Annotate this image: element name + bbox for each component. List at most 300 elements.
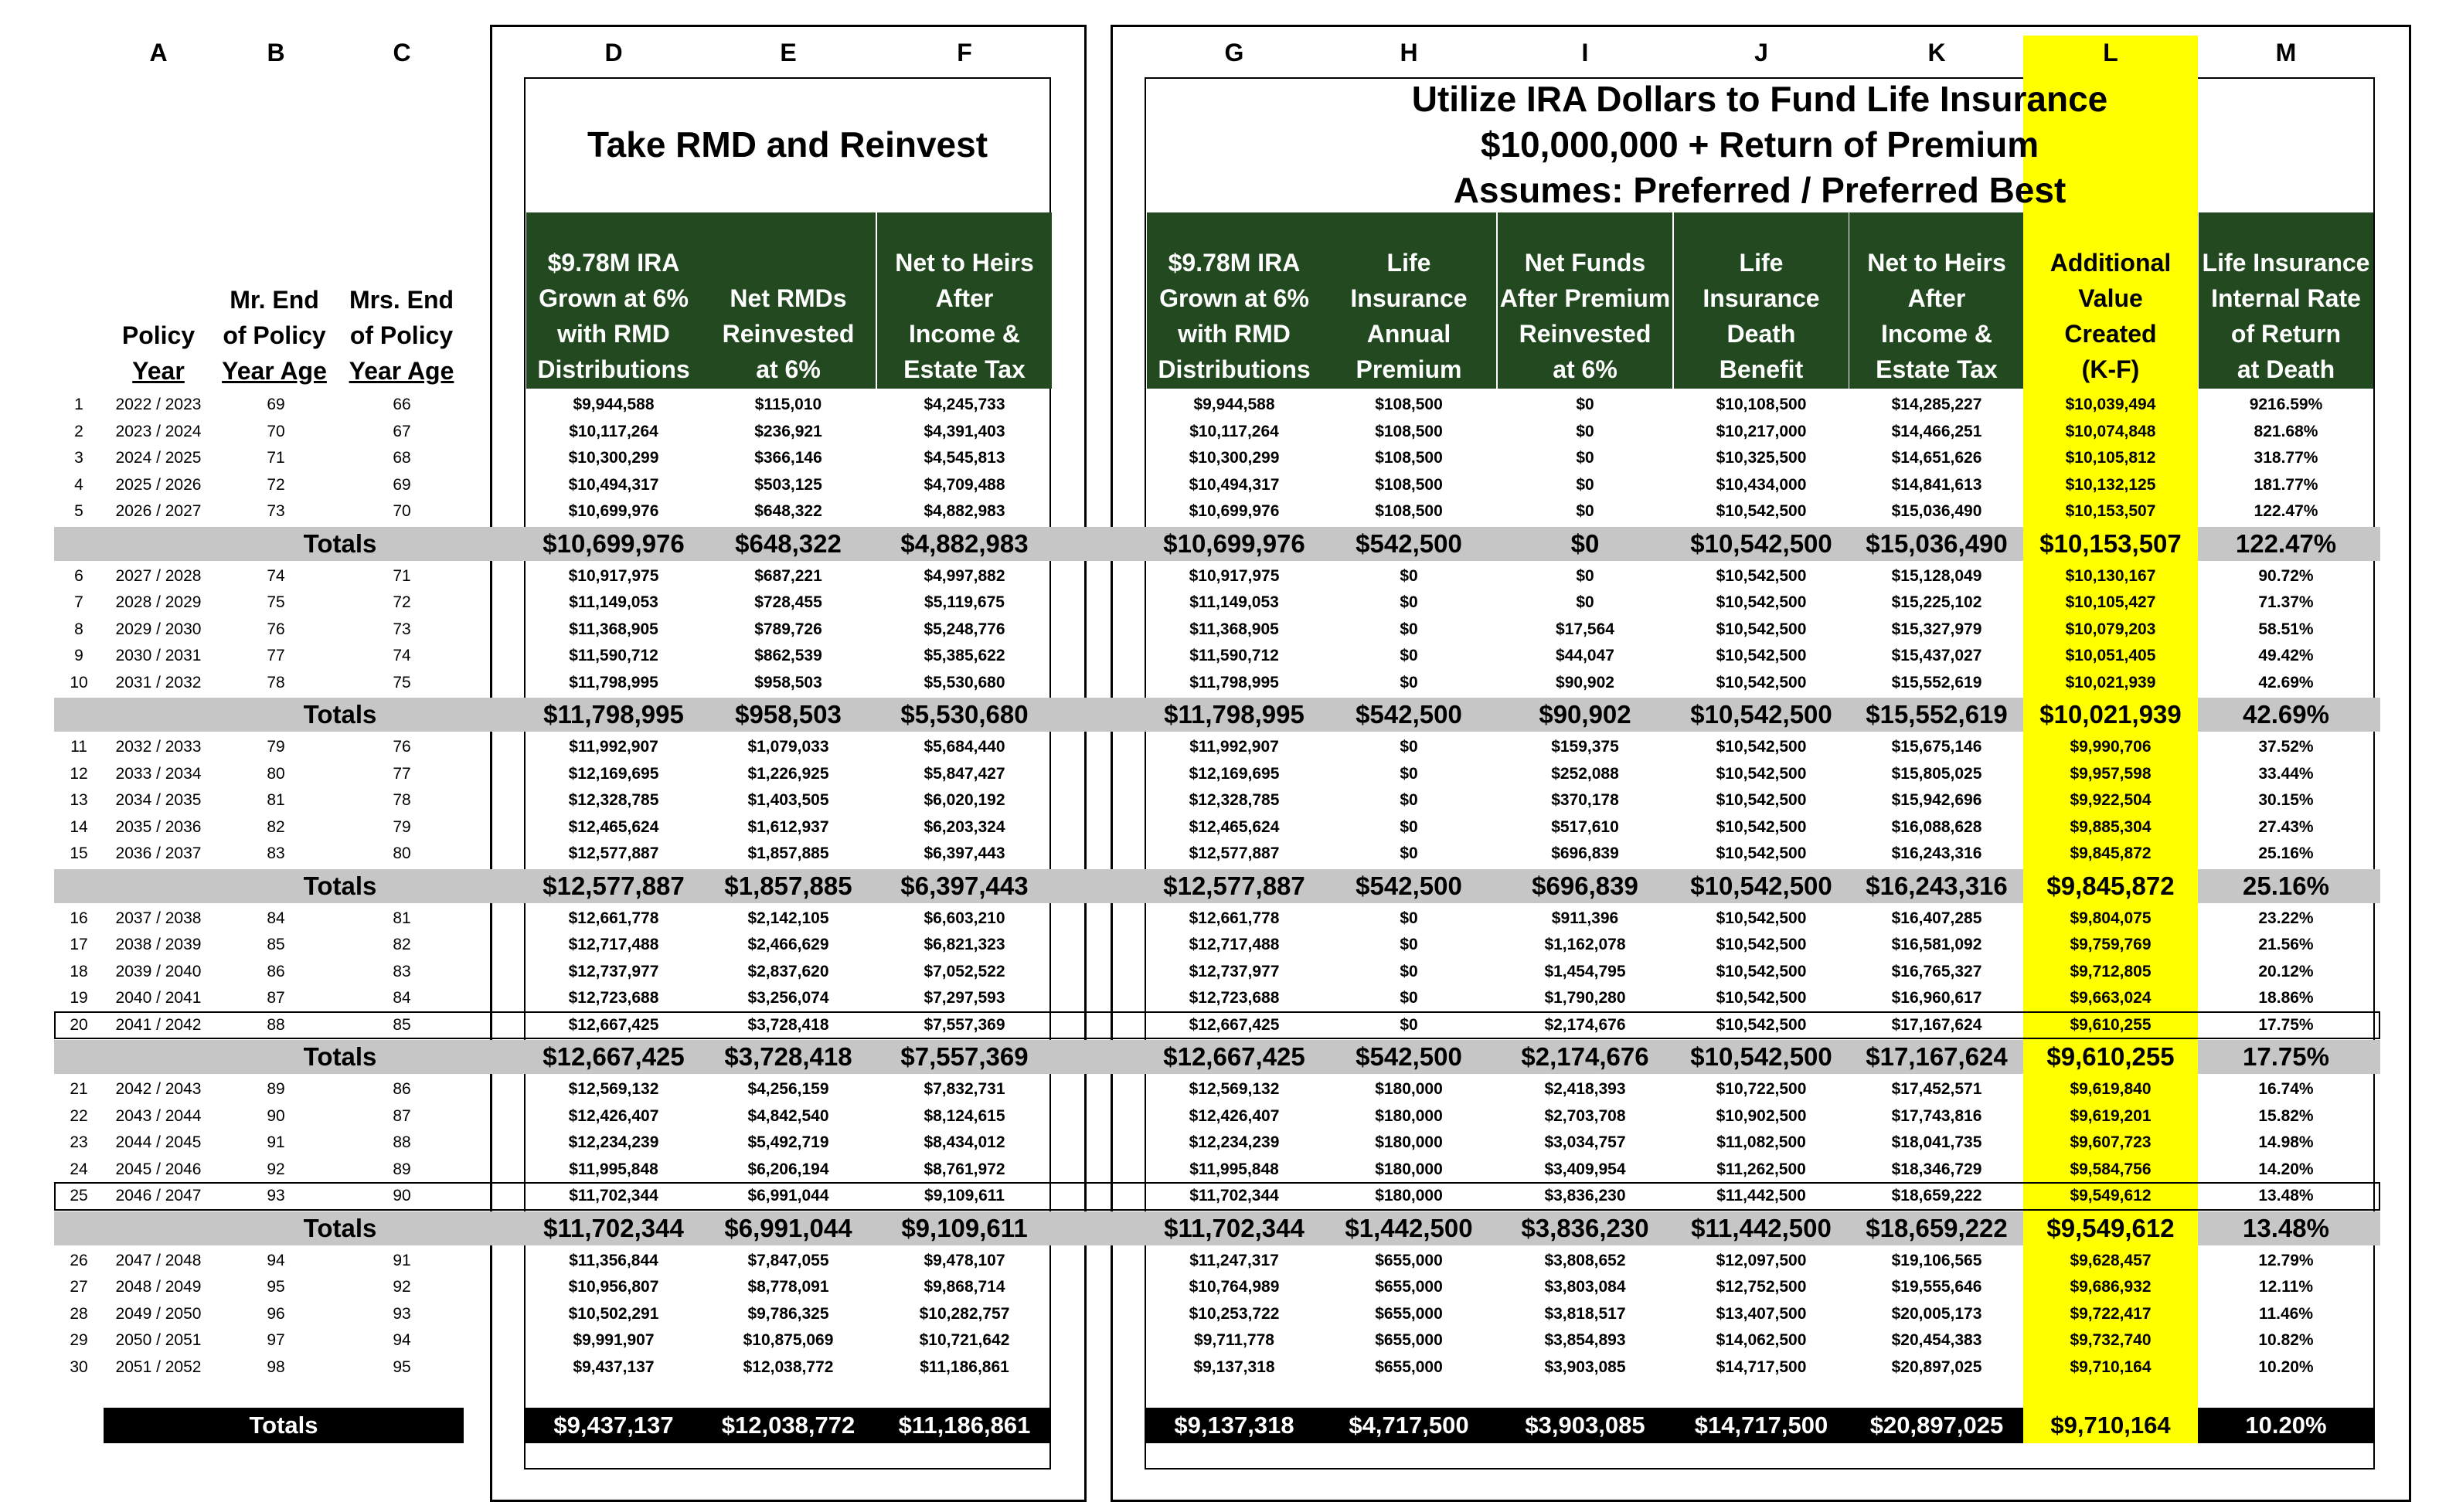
value-cell: $12,097,500 (1716, 1251, 1807, 1269)
panel1-title: Take RMD and Reinvest (587, 124, 988, 165)
value-cell: $9,478,107 (924, 1251, 1005, 1269)
value-cell: $10,542,500 (1716, 566, 1807, 585)
totals-value: $1,442,500 (1345, 1213, 1473, 1242)
value-cell: $3,903,085 (1544, 1357, 1626, 1376)
value-cell: $10,542,500 (1716, 909, 1807, 927)
value-cell: $5,492,719 (747, 1133, 829, 1151)
mrs-age: 71 (393, 566, 411, 585)
value-cell: $11,442,500 (1716, 1187, 1806, 1205)
policy-year: 2051 / 2052 (115, 1357, 202, 1376)
value-cell: $10,105,812 (2065, 449, 2156, 467)
policy-year: 2045 / 2046 (115, 1160, 202, 1178)
table-row (0, 419, 2456, 445)
mrs-age: 82 (393, 936, 411, 953)
value-cell: $2,174,676 (1544, 1015, 1626, 1034)
value-cell: $9,786,325 (747, 1304, 829, 1323)
value-cell: 12.79% (2258, 1251, 2314, 1269)
value-cell: $4,842,540 (747, 1106, 829, 1125)
panel1-header-f: Net to Heirs After Income & Estate Tax (877, 212, 1052, 389)
mr-age: 84 (267, 909, 285, 927)
table-row (0, 1274, 2456, 1300)
value-cell: $3,854,893 (1544, 1331, 1626, 1349)
value-cell: $370,178 (1551, 791, 1619, 809)
value-cell: $4,245,733 (924, 396, 1005, 413)
mrs-age: 77 (393, 764, 411, 783)
policy-year: 2037 / 2038 (115, 909, 202, 927)
row-number: 24 (70, 1160, 88, 1178)
table-row (0, 1327, 2456, 1354)
totals-value: $10,699,976 (543, 528, 685, 558)
header-mr-age: Mr. End of Policy Year Age (222, 286, 327, 385)
value-cell: $20,005,173 (1891, 1304, 1982, 1323)
column-letter-b: B (267, 39, 285, 66)
value-cell: $9,990,706 (2070, 738, 2152, 756)
final-total-value: $11,186,861 (898, 1412, 1031, 1439)
value-cell: $180,000 (1375, 1133, 1443, 1151)
value-cell: $503,125 (754, 475, 822, 494)
value-cell: $9,957,598 (2070, 764, 2152, 783)
value-cell: $180,000 (1375, 1106, 1443, 1125)
table-row (0, 985, 2456, 1011)
value-cell: $655,000 (1375, 1331, 1443, 1349)
value-cell: $12,569,132 (1189, 1080, 1280, 1098)
mr-age: 88 (267, 1015, 285, 1034)
value-cell: $0 (1576, 593, 1594, 611)
value-cell: $15,805,025 (1891, 764, 1982, 783)
row-number: 23 (70, 1133, 88, 1151)
table-row (0, 734, 2456, 760)
value-cell: 181.77% (2254, 475, 2318, 494)
value-cell: $14,841,613 (1891, 475, 1982, 494)
mrs-age: 83 (393, 962, 411, 980)
value-cell: $15,675,146 (1891, 738, 1982, 756)
value-cell: $9,607,723 (2070, 1133, 2152, 1151)
value-cell: $10,875,069 (743, 1331, 834, 1349)
value-cell: $10,117,264 (569, 422, 658, 440)
mr-age: 71 (267, 449, 285, 467)
totals-value: $16,243,316 (1866, 871, 2008, 900)
value-cell: $10,108,500 (1716, 396, 1807, 413)
value-cell: $12,661,778 (568, 909, 659, 927)
value-cell: $20,454,383 (1891, 1331, 1982, 1349)
value-cell: $12,465,624 (568, 817, 659, 836)
value-cell: $115,010 (754, 396, 822, 413)
totals-value: $11,798,995 (1164, 700, 1305, 729)
value-cell: $0 (1576, 502, 1594, 520)
value-cell: $5,119,675 (924, 593, 1005, 611)
value-cell: $14,285,227 (1891, 396, 1982, 413)
value-cell: $2,466,629 (747, 936, 829, 953)
column-letter-a: A (149, 39, 168, 66)
value-cell: $655,000 (1375, 1357, 1443, 1376)
value-cell: $108,500 (1375, 422, 1443, 440)
value-cell: 23.22% (2258, 909, 2314, 927)
value-cell: $1,403,505 (747, 791, 829, 809)
policy-year: 2030 / 2031 (115, 647, 202, 664)
value-cell: $12,723,688 (1189, 989, 1280, 1007)
totals-value: $1,857,885 (724, 871, 852, 900)
mr-age: 70 (267, 422, 285, 440)
policy-year: 2041 / 2042 (115, 1015, 202, 1034)
policy-year: 2028 / 2029 (115, 593, 202, 611)
value-cell: $1,612,937 (747, 817, 829, 836)
value-cell: $5,530,680 (924, 673, 1005, 691)
value-cell: $6,603,210 (924, 909, 1005, 927)
value-cell: 30.15% (2258, 791, 2314, 809)
value-cell: $3,803,084 (1544, 1278, 1626, 1296)
totals-value: $11,798,995 (543, 700, 684, 729)
mrs-age: 95 (393, 1357, 411, 1376)
value-cell: $9,109,611 (924, 1187, 1005, 1205)
mr-age: 83 (267, 844, 285, 862)
value-cell: $9,712,805 (2070, 962, 2152, 980)
mrs-age: 76 (393, 738, 411, 756)
row-number: 12 (70, 764, 88, 783)
column-letter-i: I (1581, 39, 1589, 66)
value-cell: 122.47% (2254, 502, 2318, 520)
column-letter-l: L (2103, 39, 2118, 66)
value-cell: $10,542,500 (1716, 936, 1807, 953)
table-row (0, 1130, 2456, 1156)
final-total-value: $9,137,318 (1174, 1412, 1294, 1439)
value-cell: $0 (1400, 593, 1418, 611)
value-cell: $10,542,500 (1716, 962, 1807, 980)
value-cell: $11,590,712 (1189, 647, 1279, 664)
panel2-title-line-3: Assumes: Preferred / Preferred Best (1453, 170, 2067, 210)
value-cell: $5,248,776 (924, 620, 1005, 638)
value-cell: $10,434,000 (1716, 475, 1807, 494)
value-cell: $366,146 (754, 449, 822, 467)
table-row (0, 1248, 2456, 1274)
value-cell: 821.68% (2254, 422, 2318, 440)
value-cell: $2,142,105 (747, 909, 829, 927)
policy-year: 2022 / 2023 (115, 396, 202, 413)
value-cell: $11,149,053 (1189, 593, 1279, 611)
totals-value: $18,659,222 (1866, 1213, 2008, 1242)
value-cell: $16,765,327 (1891, 962, 1982, 980)
column-letter-f: F (957, 39, 972, 66)
value-cell: $11,149,053 (569, 593, 658, 611)
value-cell: $4,709,488 (924, 475, 1005, 494)
value-cell: $12,752,500 (1716, 1278, 1807, 1296)
value-cell: $14,062,500 (1716, 1331, 1807, 1349)
value-cell: $10,542,500 (1716, 791, 1807, 809)
policy-year: 2047 / 2048 (115, 1251, 202, 1269)
value-cell: $5,385,622 (924, 647, 1005, 664)
totals-value: $542,500 (1356, 871, 1462, 900)
value-cell: 37.52% (2258, 738, 2314, 756)
value-cell: $10,021,939 (2065, 673, 2156, 691)
mr-age: 89 (267, 1080, 285, 1098)
panel2-header-h: Life Insurance Annual Premium (1322, 212, 1496, 389)
value-cell: $696,839 (1551, 844, 1619, 862)
value-cell: $10,956,807 (568, 1278, 659, 1296)
value-cell: $655,000 (1375, 1304, 1443, 1323)
value-cell: $8,761,972 (924, 1160, 1005, 1178)
mr-age: 94 (267, 1251, 285, 1269)
value-cell: $4,997,882 (924, 566, 1005, 585)
value-cell: $7,052,522 (924, 962, 1005, 980)
value-cell: $3,818,517 (1544, 1304, 1626, 1323)
totals-value: $15,552,619 (1866, 700, 2008, 729)
value-cell: $9,711,778 (1194, 1331, 1274, 1349)
totals-value: $9,109,611 (901, 1213, 1028, 1242)
table-row (0, 814, 2456, 841)
totals-value: $9,549,612 (2046, 1213, 2175, 1242)
totals-label: Totals (303, 1213, 377, 1242)
totals-value: $542,500 (1356, 1042, 1462, 1071)
value-cell: $15,327,979 (1891, 620, 1982, 638)
row-number: 15 (70, 844, 88, 862)
totals-value: $9,610,255 (2046, 1042, 2175, 1071)
value-cell: $3,728,418 (747, 1015, 829, 1034)
mr-age: 80 (267, 764, 285, 783)
mrs-age: 93 (393, 1304, 411, 1323)
value-cell: $9,944,588 (1193, 396, 1275, 413)
value-cell: $10,542,500 (1716, 502, 1807, 520)
totals-value: $11,442,500 (1691, 1213, 1832, 1242)
policy-year: 2048 / 2049 (115, 1278, 202, 1296)
final-total-value: $20,897,025 (1869, 1412, 2004, 1439)
value-cell: $0 (1400, 989, 1418, 1007)
value-cell: $6,991,044 (747, 1187, 829, 1205)
value-cell: $0 (1400, 620, 1418, 638)
row-outline (54, 1011, 2380, 1040)
panel2-header-j: Life Insurance Death Benefit (1674, 212, 1849, 389)
value-cell: $9,437,137 (573, 1357, 655, 1376)
value-cell: $12,234,239 (1189, 1133, 1280, 1151)
policy-year: 2034 / 2035 (115, 791, 202, 809)
row-number: 20 (70, 1015, 88, 1034)
value-cell: $11,992,907 (1189, 738, 1279, 756)
totals-value: 17.75% (2243, 1042, 2329, 1071)
row-number: 9 (74, 647, 83, 664)
value-cell: 12.11% (2258, 1278, 2314, 1296)
final-total-value: $12,038,772 (721, 1412, 856, 1439)
value-cell: $3,836,230 (1544, 1187, 1626, 1205)
totals-value: $12,667,425 (1163, 1042, 1305, 1071)
value-cell: $10,699,976 (568, 502, 659, 520)
value-cell: $19,106,565 (1891, 1251, 1982, 1269)
value-cell: 49.42% (2258, 647, 2314, 664)
value-cell: $2,703,708 (1544, 1106, 1626, 1125)
value-cell: $10,917,975 (568, 566, 659, 585)
policy-year: 2027 / 2028 (115, 566, 202, 585)
value-cell: $17,452,571 (1891, 1080, 1982, 1098)
value-cell: 17.75% (2258, 1015, 2314, 1034)
policy-year: 2025 / 2026 (115, 475, 202, 494)
row-number: 8 (74, 620, 83, 638)
mrs-age: 88 (393, 1133, 411, 1151)
table-row (0, 643, 2456, 669)
column-letter-e: E (780, 39, 797, 66)
value-cell: $9,991,907 (573, 1331, 655, 1349)
value-cell: $9,619,840 (2070, 1080, 2152, 1098)
value-cell: $9,137,318 (1193, 1357, 1275, 1376)
final-total-value: 10.20% (2245, 1412, 2327, 1439)
value-cell: $10,132,125 (2065, 475, 2156, 494)
value-cell: $16,088,628 (1891, 817, 1982, 836)
totals-value: $9,845,872 (2046, 871, 2175, 900)
policy-year: 2036 / 2037 (115, 844, 202, 862)
value-cell: $11,247,317 (1189, 1251, 1279, 1269)
mr-age: 79 (267, 738, 285, 756)
table-row (0, 617, 2456, 643)
table-row (0, 959, 2456, 985)
policy-year: 2046 / 2047 (115, 1187, 202, 1205)
value-cell: $1,162,078 (1544, 936, 1626, 953)
column-letter-d: D (604, 39, 623, 66)
totals-value: $15,036,490 (1866, 528, 2008, 558)
value-cell: 318.77% (2254, 449, 2318, 467)
value-cell: $6,206,194 (747, 1160, 829, 1178)
value-cell: $6,020,192 (924, 791, 1005, 809)
value-cell: 14.20% (2258, 1160, 2314, 1178)
value-cell: $10,902,500 (1716, 1106, 1807, 1125)
value-cell: 71.37% (2258, 593, 2314, 611)
mr-age: 96 (267, 1304, 285, 1323)
final-total-value: $4,717,500 (1349, 1412, 1469, 1439)
value-cell: $14,466,251 (1891, 422, 1982, 440)
value-cell: $9,732,740 (2070, 1331, 2152, 1349)
table-row (0, 761, 2456, 787)
value-cell: $90,902 (1556, 673, 1614, 691)
value-cell: $11,702,344 (569, 1187, 658, 1205)
row-number: 2 (74, 422, 83, 440)
table-row (0, 445, 2456, 471)
policy-year: 2029 / 2030 (115, 620, 202, 638)
value-cell: $6,203,324 (924, 817, 1005, 836)
mr-age: 97 (267, 1331, 285, 1349)
mrs-age: 72 (393, 593, 411, 611)
value-cell: $10,721,642 (919, 1331, 1010, 1349)
value-cell: $10,153,507 (2065, 502, 2156, 520)
row-number: 5 (74, 502, 83, 520)
column-letter-h: H (1400, 39, 1418, 66)
column-letter-j: J (1754, 39, 1768, 66)
value-cell: $9,885,304 (2070, 817, 2152, 836)
table-row (0, 906, 2456, 932)
panel1-header-e: Net RMDs Reinvested at 6% (701, 212, 876, 389)
value-cell: 16.74% (2258, 1080, 2314, 1098)
mrs-age: 69 (393, 475, 411, 494)
value-cell: $12,426,407 (1189, 1106, 1280, 1125)
value-cell: $0 (1400, 764, 1418, 783)
value-cell: $6,397,443 (924, 844, 1005, 862)
table-row (0, 1301, 2456, 1327)
policy-year: 2035 / 2036 (115, 817, 202, 836)
value-cell: $4,256,159 (747, 1080, 829, 1098)
value-cell: 21.56% (2258, 936, 2314, 953)
value-cell: $12,737,977 (1189, 962, 1280, 980)
value-cell: 15.82% (2258, 1106, 2314, 1125)
value-cell: $12,717,488 (568, 936, 659, 953)
mrs-age: 85 (393, 1015, 411, 1034)
value-cell: $5,684,440 (924, 738, 1005, 756)
mr-age: 87 (267, 989, 285, 1007)
table-row (0, 670, 2456, 696)
mrs-age: 70 (393, 502, 411, 520)
mrs-age: 87 (393, 1106, 411, 1125)
value-cell: $10,542,500 (1716, 620, 1807, 638)
value-cell: $11,798,995 (569, 673, 658, 691)
value-cell: $18,346,729 (1891, 1160, 1982, 1178)
panel2-header-l: Additional Value Created (K-F) (2023, 212, 2198, 389)
panel2-header-g: $9.78M IRA Grown at 6% with RMD Distributions (1147, 212, 1322, 389)
value-cell: $10,542,500 (1716, 989, 1807, 1007)
value-cell: $1,079,033 (747, 738, 829, 756)
row-number: 30 (70, 1357, 88, 1376)
value-cell: $10,917,975 (1189, 566, 1280, 585)
mrs-age: 84 (393, 989, 411, 1007)
value-cell: $12,577,887 (1189, 844, 1280, 862)
value-cell: $1,226,925 (747, 764, 829, 783)
mrs-age: 91 (393, 1251, 411, 1269)
value-cell: $655,000 (1375, 1278, 1443, 1296)
panel1-header-d: $9.78M IRA Grown at 6% with RMD Distributions (526, 212, 701, 389)
policy-year: 2044 / 2045 (115, 1133, 202, 1151)
value-cell: $10,079,203 (2065, 620, 2156, 638)
policy-year: 2042 / 2043 (115, 1080, 202, 1098)
value-cell: $3,034,757 (1544, 1133, 1626, 1151)
value-cell: $11,590,712 (569, 647, 658, 664)
value-cell: $9,845,872 (2070, 844, 2152, 862)
row-number: 25 (70, 1187, 88, 1205)
final-total-value: $9,710,164 (2050, 1412, 2171, 1439)
value-cell: $252,088 (1551, 764, 1619, 783)
value-cell: $10,542,500 (1716, 1015, 1807, 1034)
value-cell: $16,243,316 (1891, 844, 1982, 862)
mrs-age: 86 (393, 1080, 411, 1098)
value-cell: $12,661,778 (1189, 909, 1280, 927)
row-number: 6 (74, 566, 83, 585)
value-cell: $9,759,769 (2070, 936, 2152, 953)
value-cell: $10,764,989 (1189, 1278, 1280, 1296)
table-row (0, 392, 2456, 418)
value-cell: 42.69% (2258, 673, 2314, 691)
panel2-title-line-2: $10,000,000 + Return of Premium (1480, 124, 2039, 165)
table-row (0, 472, 2456, 498)
mrs-age: 67 (393, 422, 411, 440)
row-number: 26 (70, 1251, 88, 1269)
value-cell: $15,225,102 (1891, 593, 1982, 611)
row-number: 4 (74, 475, 83, 494)
mrs-age: 66 (393, 396, 411, 413)
value-cell: $10,074,848 (2065, 422, 2156, 440)
value-cell: 18.86% (2258, 989, 2314, 1007)
value-cell: $0 (1400, 566, 1418, 585)
value-cell: $0 (1400, 817, 1418, 836)
value-cell: $12,465,624 (1189, 817, 1280, 836)
value-cell: $8,778,091 (747, 1278, 829, 1296)
policy-year: 2049 / 2050 (115, 1304, 202, 1323)
row-number: 13 (70, 791, 88, 809)
totals-value: $17,167,624 (1866, 1042, 2008, 1071)
mr-age: 75 (267, 593, 285, 611)
value-cell: $789,726 (754, 620, 822, 638)
value-cell: $7,847,055 (747, 1251, 829, 1269)
value-cell: $44,047 (1556, 647, 1614, 664)
value-cell: 11.46% (2258, 1304, 2314, 1323)
row-number: 17 (70, 936, 88, 953)
value-cell: $1,454,795 (1544, 962, 1626, 980)
policy-year: 2031 / 2032 (115, 673, 202, 691)
policy-year: 2040 / 2041 (115, 989, 202, 1007)
value-cell: $15,128,049 (1891, 566, 1982, 585)
value-cell: $16,407,285 (1891, 909, 1982, 927)
table-row (0, 498, 2456, 525)
value-cell: $11,262,500 (1716, 1160, 1806, 1178)
